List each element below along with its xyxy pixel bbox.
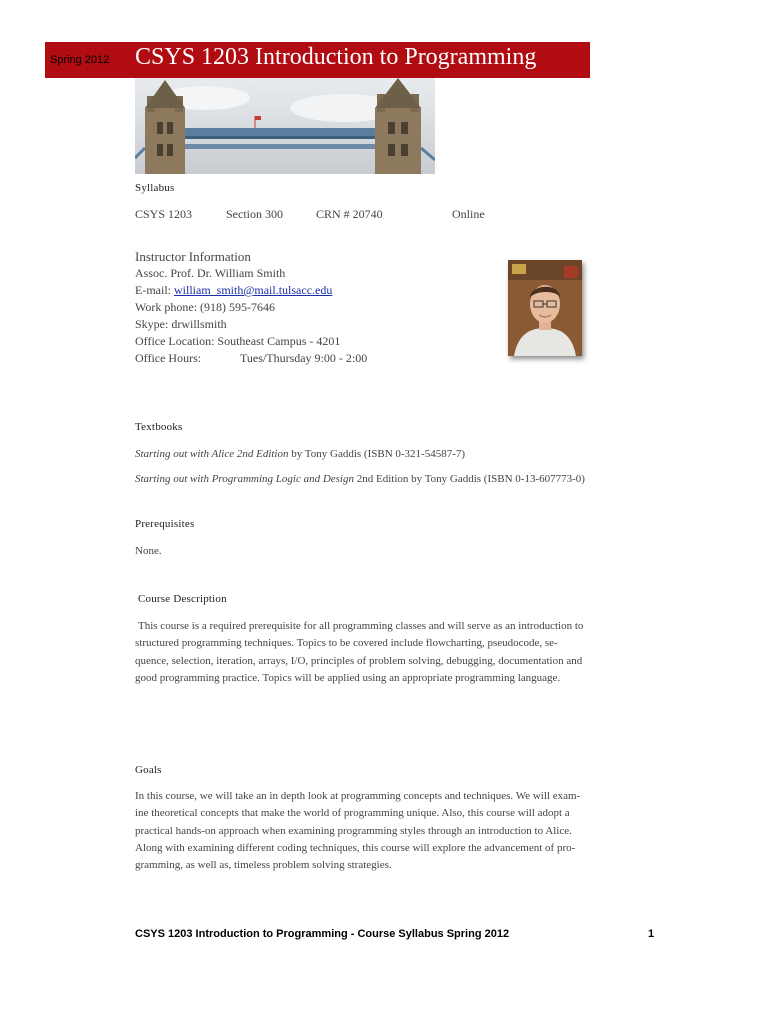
office-location: Office Location: Southeast Campus - 4201 [135,334,341,348]
office-hours-label: Office Hours: [135,351,202,365]
office-hours: Tues/Thursday 9:00 - 2:00 [240,351,368,365]
skype-id: Skype: drwillsmith [135,317,227,331]
textbook-2-title: Starting out with Programming Logic and Design [135,473,354,485]
course-code: CSYS 1203 [135,207,193,221]
course-section: Section 300 [226,207,283,221]
textbook-1-title: Starting out with Alice 2nd Edition [135,448,289,460]
goals-line: practical hands-on approach when examining programming styles through an introduction to Alice. [135,824,572,837]
course-mode: Online [452,207,485,221]
instructor-photo [508,260,582,356]
semester-label: Spring 2012 [50,54,110,66]
email-label: E-mail: [135,283,174,297]
textbook-2 [135,471,695,488]
goals-line: Along with examining different coding techniques, this course will explore the advancement of pro- [135,841,576,854]
course-description-heading: Course Description [138,593,227,605]
description-line: quence, selection, iteration, arrays, I/O, principles of problem solving, debugging, documentation and [135,654,583,667]
goals-heading: Goals [135,764,162,776]
description-line: structured programming techniques. Topics to be covered include flowcharting, pseudocode, se- [135,637,558,650]
textbooks-heading: Textbooks [135,421,183,433]
goals-line: ine theoretical concepts that make the world of programming unique. Also, this course will adopt a [135,807,570,820]
page-number: 1 [648,928,655,940]
textbook-2-details: 2nd Edition by Tony Gaddis (ISBN 0-13-607773-0) [354,473,585,485]
course-description-text [135,618,655,687]
page-title: CSYS 1203 Introduction to Programming [135,44,537,70]
email-link[interactable]: william_smith@mail.tulsacc.edu [174,283,333,297]
goals-text [135,788,655,874]
tower-bridge-banner-image [135,78,435,174]
goals-line: In this course, we will take an in depth look at programming concepts and techniques. We will exam- [135,790,581,802]
syllabus-heading: Syllabus [135,182,175,194]
goals-line: gramming, as well as, timeless problem solving strategies. [135,859,392,872]
work-phone: Work phone: (918) 595-7646 [135,300,276,314]
textbook-1 [135,446,655,463]
course-crn: CRN # 20740 [316,207,383,221]
description-line: This course is a required prerequisite for all programming classes and will serve as an introduction to [138,620,584,632]
instructor-email-row [135,283,332,298]
prerequisites-heading: Prerequisites [135,518,195,530]
instructor-name: Assoc. Prof. Dr. William Smith [135,266,286,280]
prerequisites-text: None. [135,545,162,557]
instructor-heading: Instructor Information [135,249,251,264]
textbook-1-details: by Tony Gaddis (ISBN 0-321-54587-7) [288,448,466,460]
footer-title: CSYS 1203 Introduction to Programming - Course Syllabus Spring 2012 [135,928,510,940]
description-line: good programming practice. Topics will be applied using an appropriate programming language. [135,671,561,684]
